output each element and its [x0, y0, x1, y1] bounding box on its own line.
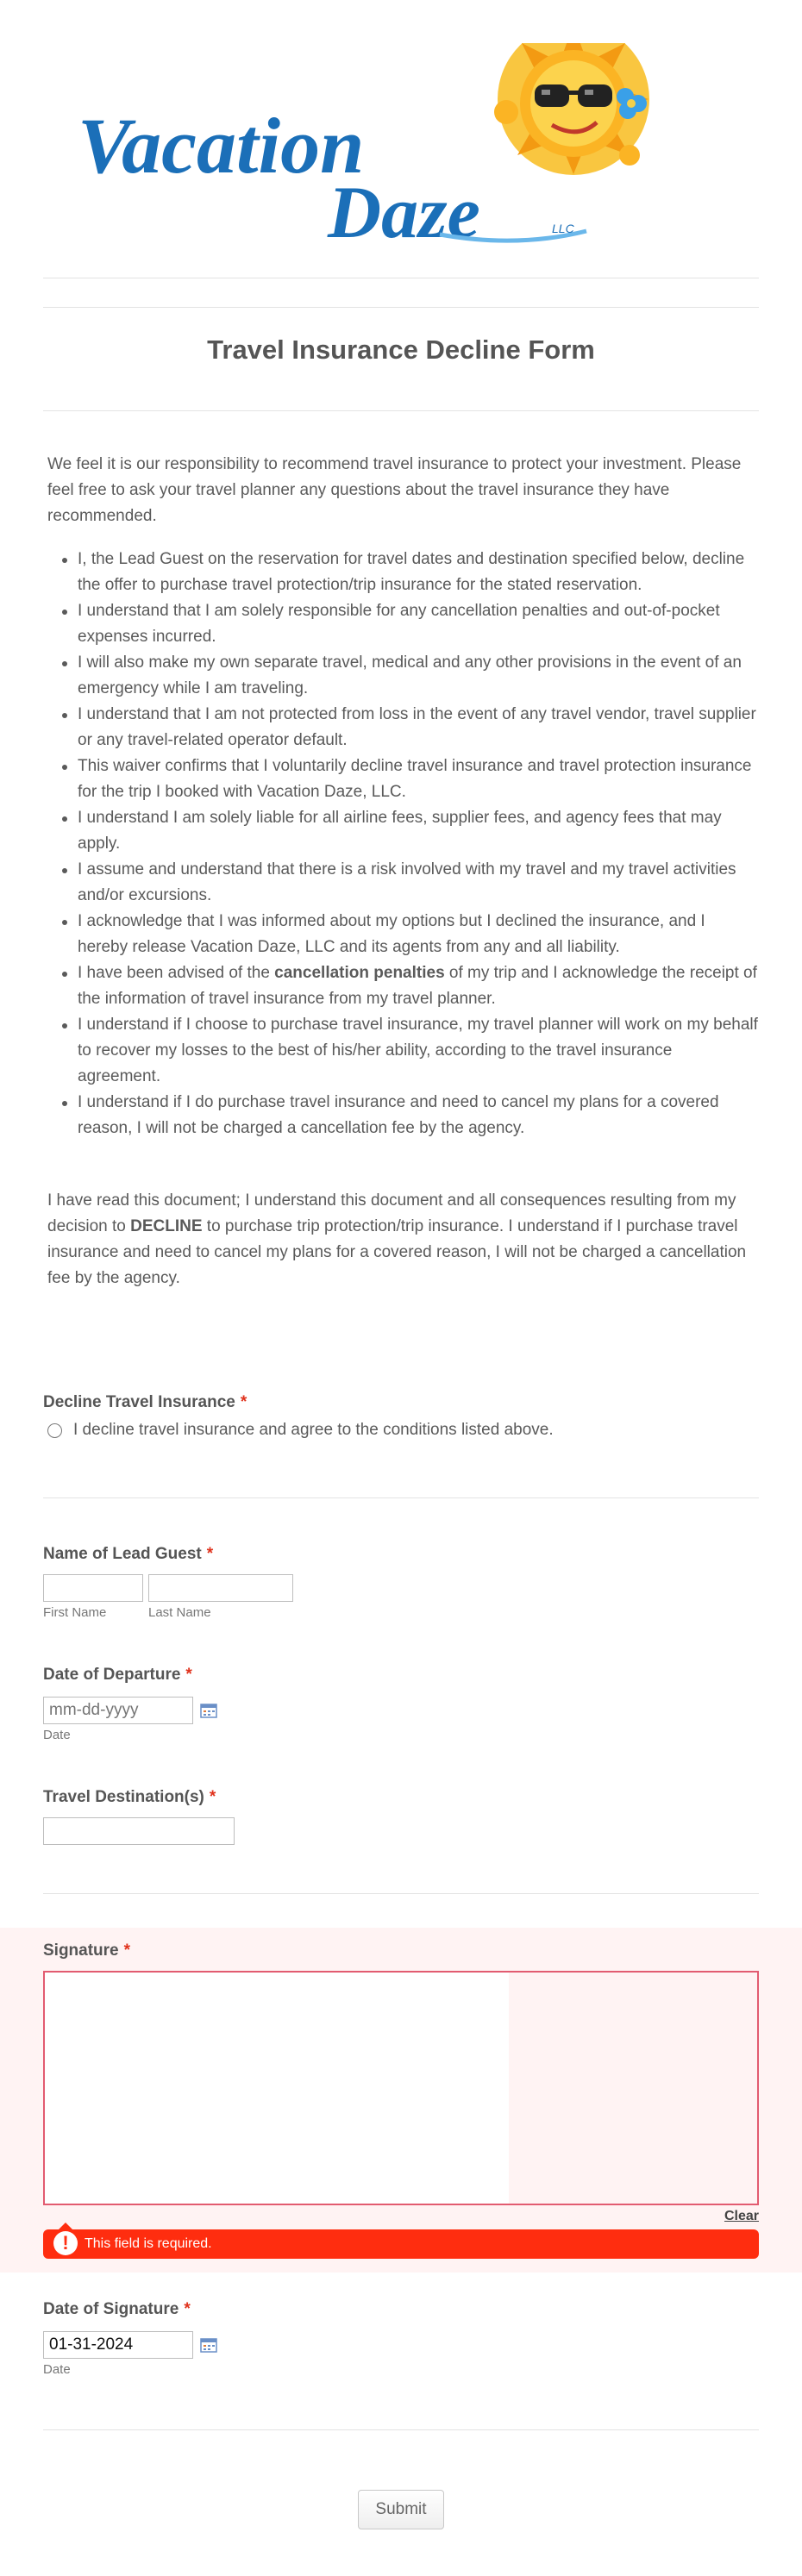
- departure-sublabel: Date: [43, 1728, 71, 1742]
- clear-signature-link[interactable]: Clear: [724, 2209, 759, 2223]
- calendar-icon[interactable]: [200, 2337, 217, 2353]
- acknowledgement-paragraph: [47, 1188, 755, 1291]
- terms-list: [78, 547, 759, 1141]
- required-mark: *: [184, 2300, 191, 2318]
- required-mark: *: [206, 1545, 214, 1563]
- field-label: Travel Destination(s): [43, 1788, 204, 1806]
- list-item: This waiver confirms that I voluntarily decline travel insurance and travel protection insurance for the trip I booked with Vacation Daze, LLC.: [78, 753, 759, 805]
- logo-text-line1: Vacation: [78, 102, 365, 190]
- submit-button[interactable]: Submit: [358, 2490, 444, 2529]
- list-item: I understand that I am solely responsible for any cancellation penalties and out-of-pocket expenses incurred.: [78, 598, 759, 650]
- ack-bold: DECLINE: [130, 1217, 203, 1235]
- signature-label: [43, 1941, 130, 1960]
- list-item-text: I have been advised of the: [78, 964, 275, 982]
- divider: [43, 410, 759, 411]
- exclamation-icon: !: [53, 2231, 78, 2255]
- signature-pad-shade: [509, 1973, 757, 2204]
- decline-label: [43, 1393, 247, 1412]
- signature-date-sublabel: Date: [43, 2362, 71, 2377]
- calendar-icon[interactable]: [200, 1703, 217, 1718]
- list-item-text: of my trip and I acknowledge the receipt of the information of travel insurance from my travel planner.: [78, 964, 757, 1008]
- required-mark: *: [209, 1788, 216, 1806]
- list-item: I, the Lead Guest on the reservation for travel dates and destination specified below, decline the offer to purchase travel protection/trip insurance for the stated reservation.: [78, 547, 759, 598]
- first-name-sublabel: First Name: [43, 1605, 107, 1620]
- decline-option-label: I decline travel insurance and agree to the conditions listed above.: [73, 1421, 554, 1439]
- signature-date-input[interactable]: [43, 2331, 193, 2359]
- signature-error: [43, 2229, 759, 2259]
- destination-input[interactable]: [43, 1817, 235, 1845]
- divider: [43, 2429, 759, 2430]
- list-item-bold: cancellation penalties: [274, 964, 445, 982]
- last-name-sublabel: Last Name: [148, 1605, 211, 1620]
- list-item: I assume and understand that there is a risk involved with my travel and my travel activities and/or excursions.: [78, 857, 759, 909]
- logo-graphic: [69, 43, 742, 250]
- lead-guest-label: [43, 1545, 213, 1564]
- list-item: I understand that I am not protected from loss in the event of any travel vendor, travel supplier or any travel-related operator default.: [78, 702, 759, 753]
- field-label: Date of Signature: [43, 2300, 179, 2318]
- error-notch: [59, 2223, 72, 2229]
- departure-label: [43, 1666, 192, 1685]
- divider: [43, 1497, 759, 1498]
- list-item: I understand if I choose to purchase travel insurance, my travel planner will work on my behalf to recover my losses to the best of his/her ability, according to the travel insurance agreement.: [78, 1012, 759, 1090]
- first-name-input[interactable]: [43, 1574, 143, 1602]
- last-name-input[interactable]: [148, 1574, 293, 1602]
- required-mark: *: [240, 1393, 247, 1411]
- list-item: I will also make my own separate travel, medical and any other provisions in the event of an emergency while I am traveling.: [78, 650, 759, 702]
- decline-option[interactable]: [47, 1421, 554, 1440]
- signature-pad[interactable]: [43, 1971, 759, 2205]
- list-item: I acknowledge that I was informed about my options but I declined the insurance, and I hereby release Vacation Daze, LLC and its agents from any and all liability.: [78, 909, 759, 960]
- signature-date-label: [43, 2300, 191, 2319]
- page-title: Travel Insurance Decline Form: [207, 335, 595, 365]
- field-label: Date of Departure: [43, 1666, 181, 1684]
- field-label: Name of Lead Guest: [43, 1545, 202, 1563]
- list-item: [78, 960, 759, 1012]
- logo-text-line2: Daze: [328, 171, 480, 250]
- ack-text: I have read this document; I understand this document and all consequences resulting from my decision to: [47, 1191, 736, 1235]
- required-mark: *: [185, 1666, 192, 1684]
- logo-suffix: LLC: [552, 222, 574, 235]
- field-label: Decline Travel Insurance: [43, 1393, 235, 1411]
- divider: [43, 307, 759, 308]
- decline-radio[interactable]: [47, 1423, 62, 1438]
- list-item: I understand I am solely liable for all airline fees, supplier fees, and agency fees that may apply.: [78, 805, 759, 857]
- ack-text: to purchase trip protection/trip insurance. I understand if I purchase travel insurance and need to cancel my plans for a covered reason, I will not be charged a cancellation fee by the agency.: [47, 1217, 747, 1287]
- list-item: I understand if I do purchase travel insurance and need to cancel my plans for a covered reason, I will not be charged a cancellation fee by the agency.: [78, 1090, 759, 1141]
- error-message: This field is required.: [85, 2236, 212, 2251]
- sun-icon: [494, 43, 649, 175]
- destination-label: [43, 1788, 216, 1807]
- departure-date-input[interactable]: [43, 1697, 193, 1724]
- field-label: Signature: [43, 1941, 119, 1960]
- intro-paragraph: We feel it is our responsibility to recommend travel insurance to protect your investment. Please feel free to ask your travel planner any questions about the travel insurance they have recommended.: [47, 455, 742, 525]
- vacation-daze-logo: [69, 43, 742, 250]
- divider: [43, 1893, 759, 1894]
- required-mark: *: [123, 1941, 131, 1960]
